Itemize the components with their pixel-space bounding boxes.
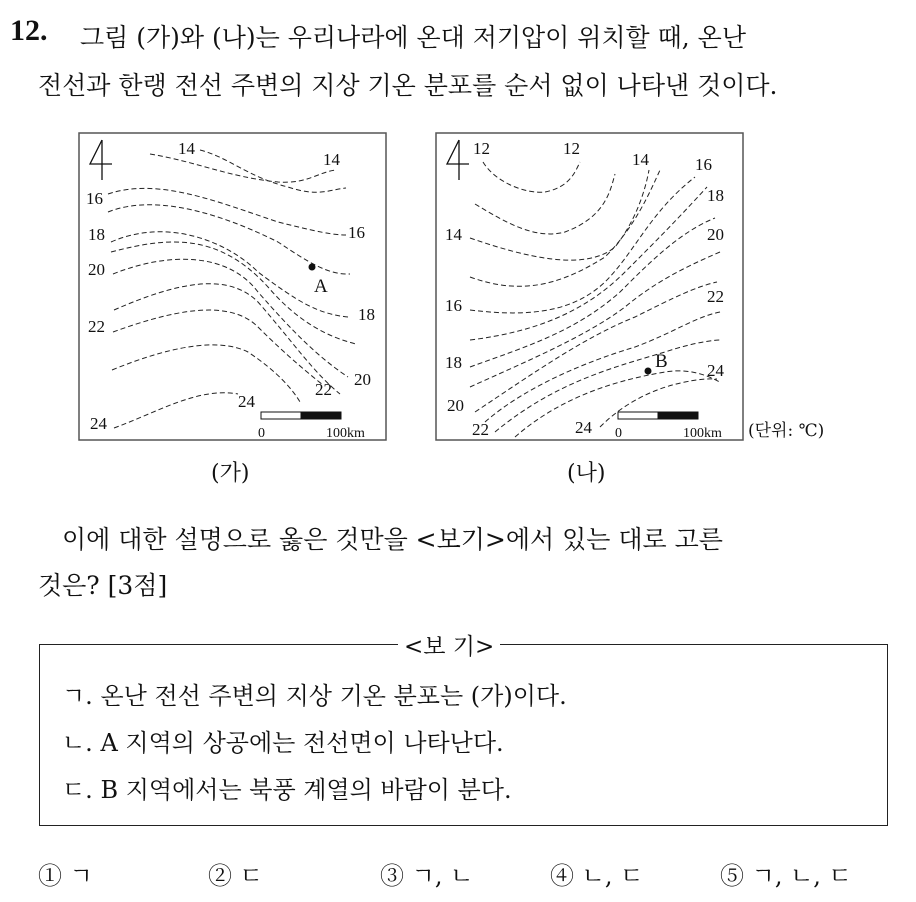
svg-text:24: 24: [90, 414, 107, 433]
svg-text:16: 16: [86, 189, 103, 208]
choice-3[interactable]: ③ ㄱ, ㄴ: [380, 862, 474, 890]
svg-text:22: 22: [707, 287, 724, 306]
svg-text:0: 0: [615, 426, 622, 441]
svg-text:24: 24: [707, 361, 724, 380]
svg-text:14: 14: [178, 139, 195, 158]
svg-text:B: B: [655, 351, 668, 372]
prompt-line2: 것은? [3점]: [38, 571, 168, 600]
svg-text:16: 16: [445, 296, 462, 315]
svg-text:20: 20: [707, 225, 724, 244]
svg-text:24: 24: [238, 392, 255, 411]
figure-na: [435, 132, 745, 442]
unit-label: (단위: ℃): [748, 421, 825, 441]
figure-ga: [78, 132, 388, 442]
svg-text:20: 20: [447, 396, 464, 415]
svg-text:22: 22: [472, 420, 489, 439]
svg-text:18: 18: [88, 225, 105, 244]
svg-text:24: 24: [575, 418, 592, 437]
choice-5[interactable]: ⑤ ㄱ, ㄴ, ㄷ: [720, 862, 852, 890]
svg-text:16: 16: [348, 223, 365, 242]
svg-text:100km: 100km: [326, 426, 365, 441]
svg-text:18: 18: [445, 353, 462, 372]
scale-bar: [261, 412, 341, 419]
svg-text:14: 14: [632, 150, 649, 169]
svg-text:18: 18: [358, 305, 375, 324]
bogi-item-na: ㄴ. A 지역의 상공에는 전선면이 나타난다.: [62, 729, 504, 757]
isotherm-map-ga: [78, 132, 388, 442]
svg-text:12: 12: [563, 139, 580, 158]
choice-1[interactable]: ① ㄱ: [38, 862, 93, 890]
svg-text:22: 22: [88, 317, 105, 336]
svg-text:100km: 100km: [683, 426, 722, 441]
svg-text:16: 16: [695, 155, 712, 174]
scale-bar: [618, 412, 698, 419]
svg-text:14: 14: [445, 225, 462, 244]
choice-2[interactable]: ② ㄷ: [208, 862, 263, 890]
prompt-line1: 이에 대한 설명으로 옳은 것만을 <보기>에서 있는 대로 고른: [62, 525, 723, 554]
svg-text:20: 20: [88, 260, 105, 279]
figure-ga-caption: (가): [211, 461, 250, 486]
isotherm-map-na: [435, 132, 745, 442]
bogi-title: <보 기>: [398, 628, 500, 661]
point-a-marker: [309, 264, 316, 271]
svg-text:22: 22: [315, 380, 332, 399]
question-number: 12.: [10, 14, 48, 47]
svg-text:18: 18: [707, 186, 724, 205]
svg-text:14: 14: [323, 150, 340, 169]
svg-text:0: 0: [258, 426, 265, 441]
question-text-line2: 전선과 한랭 전선 주변의 지상 기온 분포를 순서 없이 나타낸 것이다.: [38, 71, 778, 100]
svg-text:20: 20: [354, 370, 371, 389]
svg-text:A: A: [314, 276, 328, 297]
bogi-item-da: ㄷ. B 지역에서는 북풍 계열의 바람이 분다.: [62, 776, 512, 804]
choice-4[interactable]: ④ ㄴ, ㄷ: [550, 862, 644, 890]
point-b-marker: [645, 368, 652, 375]
bogi-item-ga: ㄱ. 온난 전선 주변의 지상 기온 분포는 (가)이다.: [62, 682, 567, 710]
figure-na-caption: (나): [567, 461, 606, 486]
question-text-line1: 그림 (가)와 (나)는 우리나라에 온대 저기압이 위치할 때, 온난: [80, 23, 746, 52]
svg-text:12: 12: [473, 139, 490, 158]
